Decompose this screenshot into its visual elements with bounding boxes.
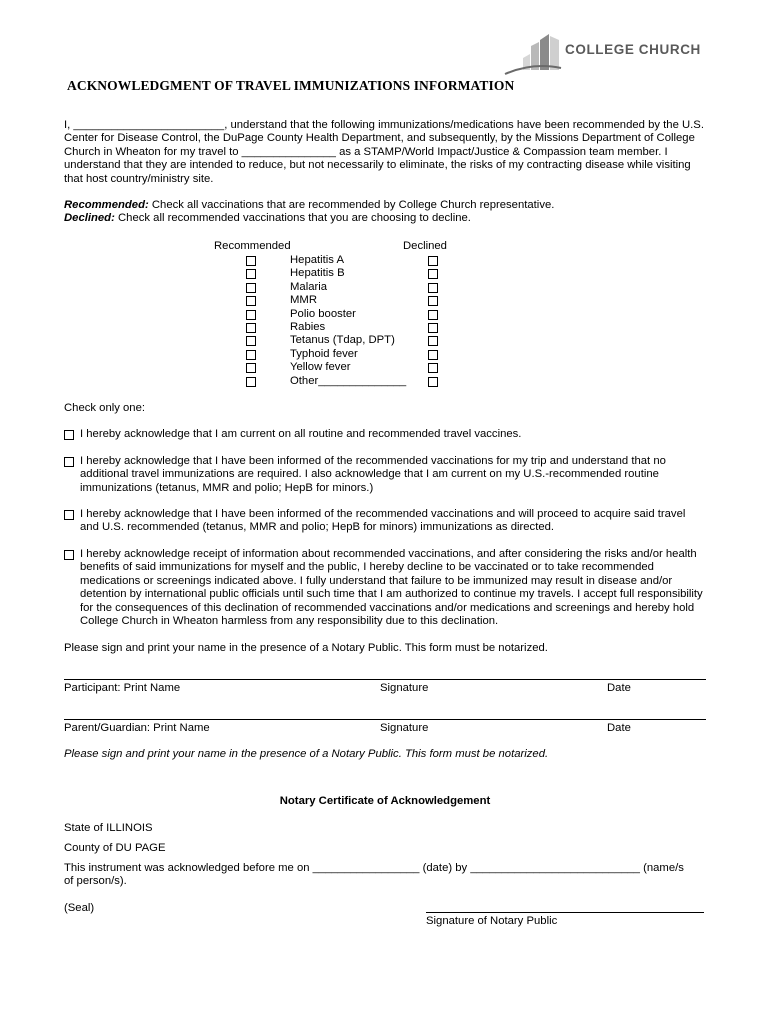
declined-checkbox[interactable] (428, 296, 438, 306)
instruction-declined (64, 212, 704, 225)
option-checkbox[interactable] (64, 510, 74, 520)
vaccine-label: Rabies (290, 321, 326, 333)
vaccine-label: Tetanus (Tdap, DPT) (290, 334, 395, 347)
parent-date-label: Date (607, 722, 631, 734)
participant-signature-line[interactable] (64, 679, 706, 680)
option-current-vaccines (64, 428, 704, 441)
notary-instrument-line: of person/s). (64, 875, 127, 888)
option-decline (64, 548, 704, 628)
option-line: medications or screenings indicated above. I fully understand that failure to be immunized may result in disease and/or (80, 574, 673, 587)
sign-instruction: Please sign and print your name in the presence of a Notary Public. This form must be notarized. (64, 642, 548, 654)
option-checkbox[interactable] (64, 430, 74, 440)
column-header-declined: Declined (403, 240, 447, 252)
recommended-checkbox[interactable] (246, 350, 256, 360)
recommended-checkbox[interactable] (246, 256, 256, 266)
recommended-checkbox[interactable] (246, 336, 256, 346)
parent-name-label: Parent/Guardian: Print Name (64, 722, 210, 734)
notary-title: Notary Certificate of Acknowledgement (279, 795, 491, 807)
check-only-one-label: Check only one: (64, 402, 146, 414)
vaccine-label: Typhoid fever (290, 347, 358, 360)
recommended-label: Recommended: (64, 199, 149, 211)
instruction-recommended (64, 199, 704, 212)
intro-line: that host country/ministry site. (64, 172, 214, 185)
vaccine-label: Malaria (290, 280, 328, 293)
intro-line: I, ________________________, understand that the following immunizations/medications have been recommended by the U.S. (64, 119, 704, 131)
recommended-checkbox[interactable] (246, 377, 256, 387)
column-header-recommended: Recommended (214, 240, 291, 252)
option-informed-no-additional (64, 455, 704, 495)
notary-state: State of ILLINOIS (64, 822, 153, 834)
logo-text: COLLEGE CHURCH (565, 42, 701, 57)
intro-line: Church in Wheaton for my travel to _______________ as a STAMP/World Impact/Justice & Compassion team member. I (64, 145, 668, 158)
notary-seal: (Seal) (64, 902, 95, 914)
declined-checkbox[interactable] (428, 256, 438, 266)
declined-checkbox[interactable] (428, 350, 438, 360)
parent-signature-line[interactable] (64, 719, 706, 720)
option-line: immunizations (tetanus, MMR and polio; HepB for minors.) (80, 481, 374, 494)
recommended-checkbox[interactable] (246, 363, 256, 373)
recommended-checkbox[interactable] (246, 283, 256, 293)
recommended-checkbox[interactable] (246, 323, 256, 333)
vaccine-label: Hepatitis B (290, 267, 345, 280)
option-line: for the consequences of this declination of recommended vaccinations and/or medications and screenings and hereby hold (80, 601, 695, 614)
intro-line: understand that they are intended to reduce, but not necessarily to eliminate, the risks of my contracting disease while visiting (64, 159, 691, 172)
option-line: I hereby acknowledge that I have been informed of the recommended vaccinations and will proceed to acquire said travel (80, 508, 686, 520)
option-checkbox[interactable] (64, 457, 74, 467)
intro-line: Center for Disease Control, the DuPage County Health Department, and subsequently, by the Missions Department of College (64, 132, 695, 145)
vaccine-label: Yellow fever (290, 361, 351, 374)
recommended-checkbox[interactable] (246, 310, 256, 320)
option-checkbox[interactable] (64, 550, 74, 560)
declined-text: Check all recommended vaccinations that you are choosing to decline. (114, 212, 471, 225)
intro-paragraph (64, 119, 704, 186)
option-line: additional travel immunizations are required. I also acknowledge that I am current on my U.S.-recommended routine (80, 468, 659, 481)
option-line: detention by international public officials until such time that I am authorized to continue my travels. I accept full responsibility (80, 588, 703, 601)
recommended-checkbox[interactable] (246, 296, 256, 306)
option-line: I hereby acknowledge that I have been informed of the recommended vaccinations for my trip and understand that no (80, 455, 666, 467)
option-will-acquire (64, 508, 704, 535)
declined-checkbox[interactable] (428, 310, 438, 320)
option-line: benefits of said immunizations for myself and the public, I hereby decline to be vaccinated or to take recommended (80, 561, 654, 574)
page-title: ACKNOWLEDGMENT OF TRAVEL IMMUNIZATIONS INFORMATION (67, 78, 515, 93)
recommended-checkbox[interactable] (246, 269, 256, 279)
option-line: College Church in Wheaton harmless from any responsibility due to this declination. (80, 615, 499, 628)
declined-checkbox[interactable] (428, 363, 438, 373)
vaccine-label: Other______________ (290, 374, 407, 387)
parent-signature-label: Signature (380, 722, 429, 734)
vaccine-label: MMR (290, 294, 317, 307)
notary-instrument-line: This instrument was acknowledged before me on _________________ (date) by ___________________________ (name/s (64, 862, 684, 874)
vaccine-label: Polio booster (290, 307, 356, 320)
declined-checkbox[interactable] (428, 283, 438, 293)
notary-signature-label: Signature of Notary Public (426, 915, 558, 927)
college-church-logo (503, 30, 713, 76)
recommended-text: Check all vaccinations that are recommended by College Church representative. (148, 199, 555, 211)
vaccine-label: Hepatitis A (290, 254, 345, 266)
participant-name-label: Participant: Print Name (64, 682, 181, 694)
declined-checkbox[interactable] (428, 377, 438, 387)
participant-signature-label: Signature (380, 682, 429, 694)
notary-county: County of DU PAGE (64, 842, 166, 854)
option-line: and U.S. recommended (tetanus, MMR and polio; HepB for minors) immunizations as directed. (80, 521, 555, 534)
declined-checkbox[interactable] (428, 269, 438, 279)
logo-mark-icon (503, 30, 563, 76)
option-line: I hereby acknowledge that I am current on all routine and recommended travel vaccines. (80, 428, 522, 440)
option-line: I hereby acknowledge receipt of information about recommended vaccinations, and after considering the risks and/or health (80, 548, 697, 560)
instructions (64, 199, 704, 226)
notary-signature-line[interactable] (426, 912, 704, 913)
declined-checkbox[interactable] (428, 336, 438, 346)
declined-checkbox[interactable] (428, 323, 438, 333)
declined-label: Declined: (64, 212, 115, 225)
notary-instrument (64, 862, 706, 889)
participant-date-label: Date (607, 682, 631, 694)
sign-instruction-italic: Please sign and print your name in the presence of a Notary Public. This form must be notarized. (64, 748, 549, 760)
